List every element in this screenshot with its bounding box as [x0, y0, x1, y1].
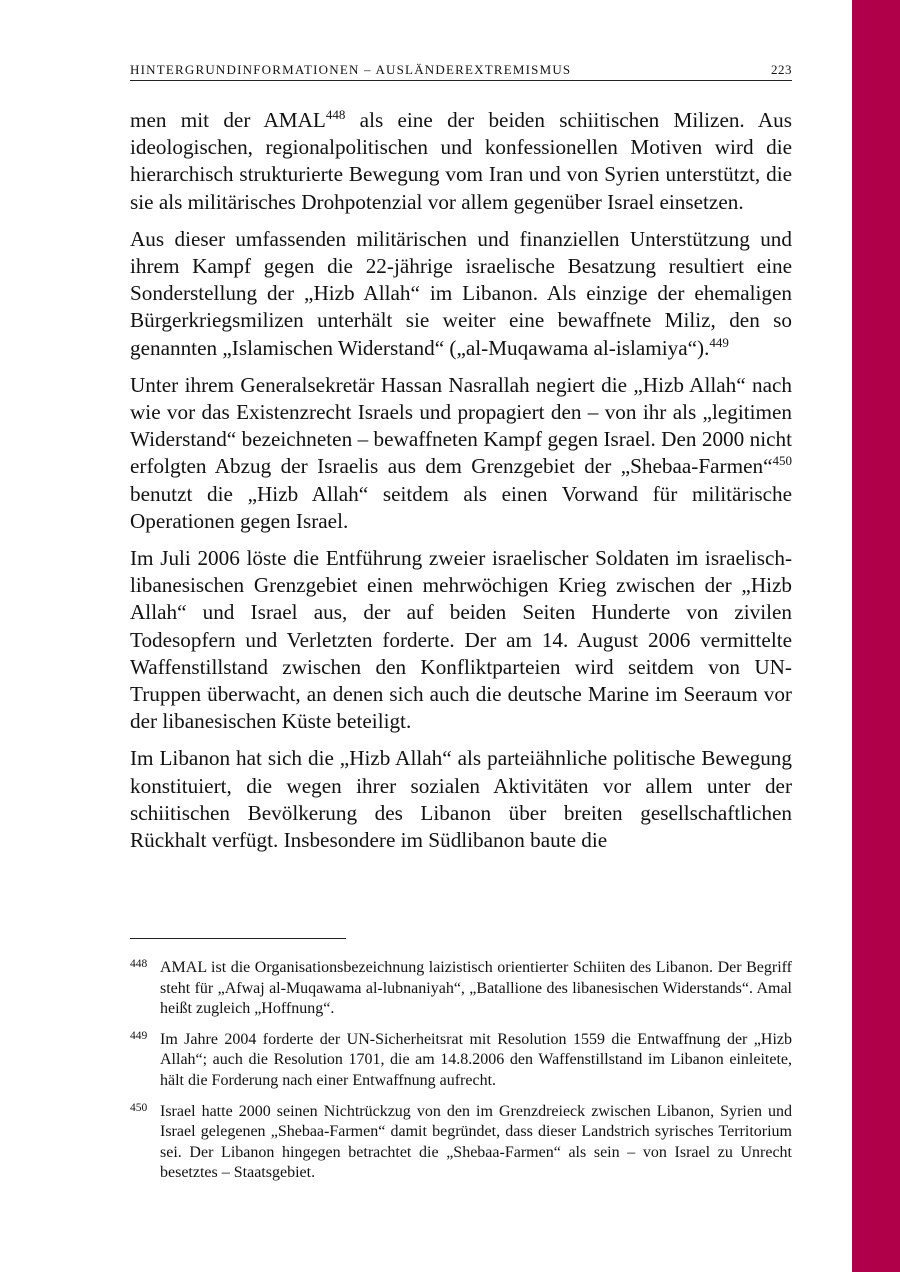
decorative-side-bar	[852, 0, 900, 1272]
footnote-number: 449	[130, 1029, 148, 1042]
body-text	[130, 107, 792, 864]
footnote	[130, 1102, 792, 1184]
page-number: 223	[771, 62, 792, 77]
header-title: HINTERGRUNDINFORMATIONEN – AUSLÄNDEREXTREMISMUS	[130, 62, 572, 77]
paragraph: men mit der AMAL$^{448}$ als eine der beiden schiitischen Milizen. Aus ideologischen, regionalpolitischen und konfessionellen Motiven wird die hierarchisch strukturierte Bewegung vom Iran und von Syrien unterstützt, die sie als militärisches Drohpotenzial vor allem gegenüber Israel einsetzen.	[130, 106, 792, 214]
footnote-text: AMAL ist die Organisationsbezeichnung laizistisch orientierter Schiiten des Libanon. Der Begriff steht für „Afwaj al-Muqawama al-lubnaniyah“, „Batallione des libanesischen Widerstands“. Amal heißt zugleich „Hoffnung“.	[160, 959, 792, 1018]
footnote	[130, 958, 792, 1020]
footnote-ref[interactable]: 449	[709, 334, 729, 350]
paragraph: Im Libanon hat sich die „Hizb Allah“ als parteiähnliche politische Bewegung konstituiert, die wegen ihrer sozialen Aktivitäten vor allem unter der schiitischen Bevölkerung des Libanon über breiten gesellschaftlichen Rückhalt verfügt. Insbesondere im Südlibanon baute die	[130, 746, 792, 853]
footnote-separator	[130, 938, 346, 939]
paragraph: Im Juli 2006 löste die Entführung zweier israelischer Soldaten im israelisch-libanesischen Grenzgebiet einen mehrwöchigen Krieg zwischen der „Hizb Allah“ und Israel aus, der auf beiden Seiten Hunderte von zivilen Todesopfern und Verletzten forderte. Der am 14. August 2006 vermittelte Waffenstillstand zwischen den Konfliktparteien wird seitdem von UN-Truppen überwacht, an denen sich auch die deutsche Marine im Seeraum vor der libanesischen Küste beteiligt.	[130, 546, 792, 734]
paragraph: Aus dieser umfassenden militärischen und finanziellen Unterstützung und ihrem Kampf gegen die 22-jährige israelische Besatzung resultiert eine Sonderstellung der „Hizb Allah“ im Libanon. Als einzige der ehemaligen Bürgerkriegsmilizen unterhält sie weiter eine bewaffnete Miliz, den so genannten „Islamischen Widerstand“ („al-Muqawama al-islamiya“).$^{449}$	[130, 226, 792, 360]
footnote-text: Im Jahre 2004 forderte der UN-Sicherheitsrat mit Resolution 1559 die Entwaffnung der „Hizb Allah“; auch die Resolution 1701, die am 14.8.2006 den Waffenstillstand im Libanon einleitete, hält die Forderung nach einer Entwaffnung aufrecht.	[160, 1030, 792, 1089]
running-header	[130, 62, 792, 81]
footnote-ref[interactable]: 450	[772, 453, 792, 469]
footnote-text: Israel hatte 2000 seinen Nichtrückzug von den im Grenzdreieck zwischen Libanon, Syrien und Israel gelegenen „Shebaa-Farmen“ damit begründet, dass dieser Landstrich syrisches Territorium sei. Der Libanon hingegen betrachtet die „Shebaa-Farmen“ als sein – von Israel zu Unrecht besetztes – Staatsgebiet.	[160, 1102, 792, 1182]
paragraph: Unter ihrem Generalsekretär Hassan Nasrallah negiert die „Hizb Allah“ nach wie vor das Existenzrecht Israels und propagiert den – von ihr als „legitimen Widerstand“ bezeichneten – bewaffneten Kampf gegen Israel. Den 2000 nicht erfolgten Abzug der Israelis aus dem Grenzgebiet der „Shebaa-Farmen“$^{450}$ benutzt die „Hizb Allah“ seitdem als einen Vorwand für militärische Operationen gegen Israel.	[130, 372, 792, 533]
footnote	[130, 1030, 792, 1092]
footnote-number: 448	[130, 958, 148, 970]
footnote-number: 450	[130, 1101, 148, 1114]
footnotes	[130, 958, 792, 1194]
footnote-ref[interactable]: 448	[325, 106, 346, 122]
